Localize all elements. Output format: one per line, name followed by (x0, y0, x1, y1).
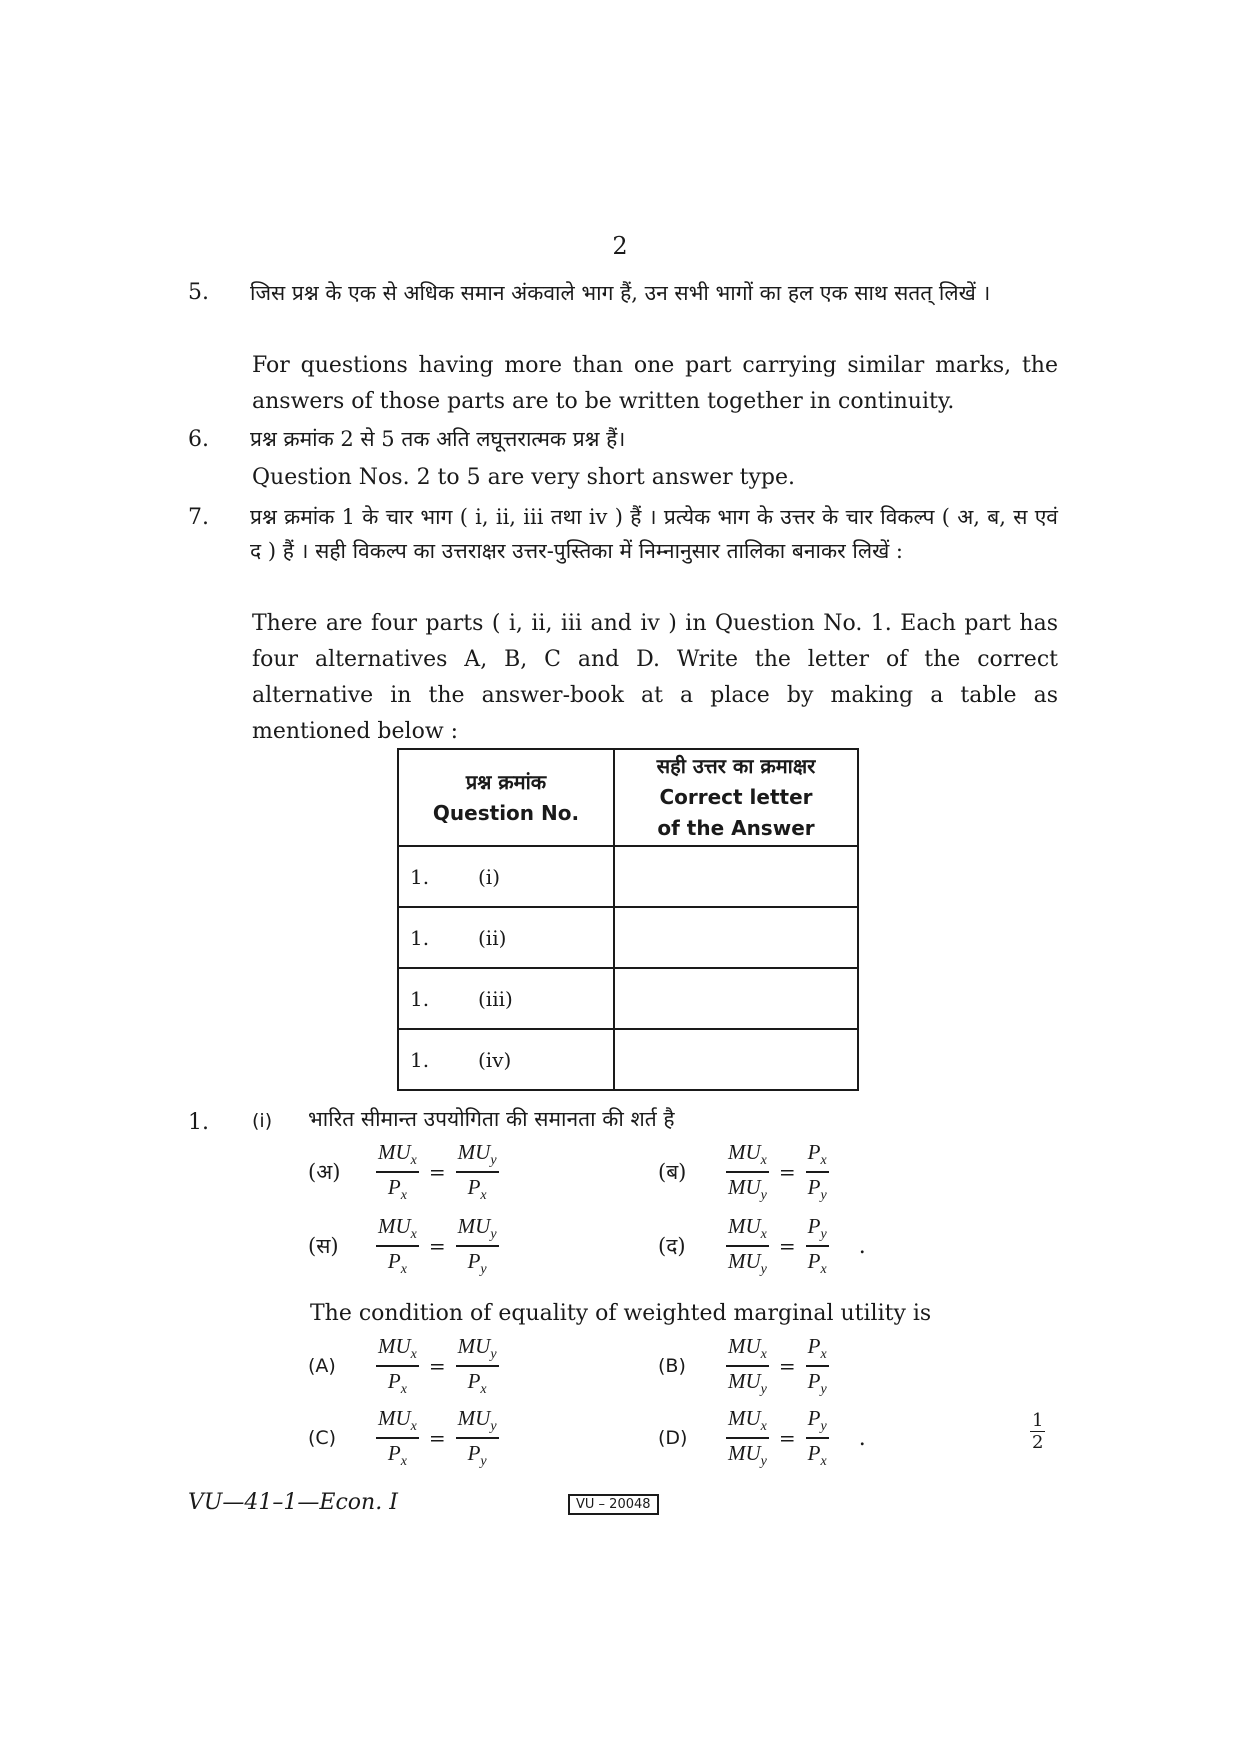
equals-sign: = (428, 1354, 446, 1379)
table-cell-answer (614, 846, 858, 907)
table-row (398, 846, 858, 907)
row-q-number: 1. (410, 1047, 430, 1072)
instruction-5-hindi: जिस प्रश्न के एक से अधिक समान अंकवाले भाग हैं, उन सभी भागों का हल एक साथ सतत् लिखें । (250, 281, 991, 305)
hindi-option-d (658, 1214, 866, 1278)
hindi-option-c (308, 1214, 499, 1278)
option-label: (C) (308, 1427, 337, 1450)
table-cell-question (398, 968, 614, 1029)
period: . (858, 1233, 866, 1259)
option-label: (B) (658, 1355, 686, 1378)
marks-fraction (1030, 1410, 1045, 1453)
fraction: $\frac{P_x}{P_y}$ (807, 1334, 827, 1398)
english-option-d (658, 1406, 866, 1470)
instruction-5-english: For questions having more than one part carrying similar marks, the answers of those parts are to be written together in continuity. (252, 353, 1058, 414)
english-option-b (658, 1334, 829, 1398)
box-code: VU – 20048 (568, 1494, 659, 1515)
marks-numerator: 1 (1032, 1410, 1044, 1431)
fraction: $MU_x$ $MU_y$ (728, 1140, 767, 1204)
question-1-number: 1. (188, 1110, 209, 1135)
question-1-english-stem: The condition of equality of weighted marginal utility is (310, 1301, 932, 1326)
equals-sign: = (428, 1234, 446, 1259)
table-cell-question (398, 1029, 614, 1090)
row-part: (i) (478, 864, 501, 889)
fraction: $MU_y$ $P_x$ (457, 1334, 497, 1398)
instruction-7-number: 7. (188, 505, 209, 530)
table-cell-answer (614, 968, 858, 1029)
equals-sign: = (428, 1160, 446, 1185)
header-question-no (398, 749, 614, 846)
row-part: (ii) (478, 925, 507, 950)
table-cell-question (398, 907, 614, 968)
paper-code: VU—41–1—Econ. I (188, 1490, 398, 1515)
equals-sign: = (778, 1426, 796, 1451)
table-row (398, 1029, 858, 1090)
fraction: $MU_x$ $MU_y$ (728, 1334, 767, 1398)
fraction: $MU_x$ $P_x$ (378, 1140, 417, 1204)
fraction: $MU_x$ $MU_y$ (728, 1214, 767, 1278)
row-q-number: 1. (410, 864, 430, 889)
instruction-6-hindi: प्रश्न क्रमांक 2 से 5 तक अति लघूत्तरात्मक प्रश्न हैं। (250, 427, 626, 451)
english-option-c (308, 1406, 499, 1470)
equals-sign: = (778, 1354, 796, 1379)
equals-sign: = (778, 1160, 796, 1185)
instruction-6-english: Question Nos. 2 to 5 are very short answer type. (252, 465, 796, 490)
fraction: $MU_y$ $P_y$ (457, 1406, 497, 1470)
instruction-7-english: There are four parts ( i, ii, iii and iv ) in Question No. 1. Each part has four alternatives A, B, C and D. Write the letter of the correct alternative in the answer-book at a place by making a table as mentioned below : (252, 611, 1058, 744)
fraction: $MU_x$ $P_x$ (378, 1334, 417, 1398)
hindi-option-a (308, 1140, 499, 1204)
table-cell-question (398, 846, 614, 907)
answer-table (397, 748, 859, 1091)
page-number: 2 (612, 232, 628, 260)
equals-sign: = (778, 1234, 796, 1259)
row-part: (iii) (478, 986, 513, 1011)
option-label: (स) (308, 1234, 339, 1259)
instruction-6-number: 6. (188, 427, 209, 452)
fraction: $MU_y$ $P_y$ (457, 1214, 497, 1278)
row-q-number: 1. (410, 986, 430, 1011)
fraction: $\frac{P_y}{P_x}$ (807, 1406, 827, 1470)
header-answer-english: Correct letter of the Answer (657, 785, 815, 840)
option-label: (A) (308, 1355, 336, 1378)
row-q-number: 1. (410, 925, 430, 950)
answer-table-header (398, 749, 858, 846)
option-label: (अ) (308, 1160, 341, 1185)
fraction: $\frac{P_x}{P_y}$ (807, 1140, 827, 1204)
fraction: $\frac{P_y}{P_x}$ (807, 1214, 827, 1278)
header-correct-letter (614, 749, 858, 846)
fraction: $MU_y$ $P_x$ (457, 1140, 497, 1204)
hindi-option-b (658, 1140, 829, 1204)
table-cell-answer (614, 1029, 858, 1090)
header-answer-hindi: सही उत्तर का क्रमाक्षर (656, 754, 816, 778)
fraction: $MU_x$ $P_x$ (378, 1406, 417, 1470)
option-label: (द) (658, 1234, 686, 1259)
fraction: $MU_x$ $MU_y$ (728, 1406, 767, 1470)
marks-denominator: 2 (1032, 1432, 1044, 1453)
fraction: $MU_x$ $P_x$ (378, 1214, 417, 1278)
option-label: (ब) (658, 1160, 687, 1185)
equals-sign: = (428, 1426, 446, 1451)
table-row (398, 968, 858, 1029)
header-question-hindi: प्रश्न क्रमांक (465, 769, 547, 794)
question-1-hindi-stem: भारित सीमान्त उपयोगिता की समानता की शर्त है (308, 1107, 675, 1131)
row-part: (iv) (478, 1047, 512, 1072)
instruction-7-hindi: प्रश्न क्रमांक 1 के चार भाग ( i, ii, iii तथा iv ) हैं । प्रत्येक भाग के उत्तर के चार विकल्प ( अ, ब, स एवं द ) हैं । सही विकल्प का उत्तराक्षर उत्तर-पुस्तिका में निम्नानुसार तालिका बनाकर लिखें : (250, 505, 1058, 563)
instruction-5-number: 5. (188, 280, 209, 305)
table-row (398, 907, 858, 968)
question-1-part: (i) (252, 1110, 273, 1132)
option-label: (D) (658, 1427, 688, 1450)
header-question-english: Question No. (432, 800, 580, 825)
period: . (858, 1425, 866, 1451)
english-option-a (308, 1334, 499, 1398)
table-cell-answer (614, 907, 858, 968)
